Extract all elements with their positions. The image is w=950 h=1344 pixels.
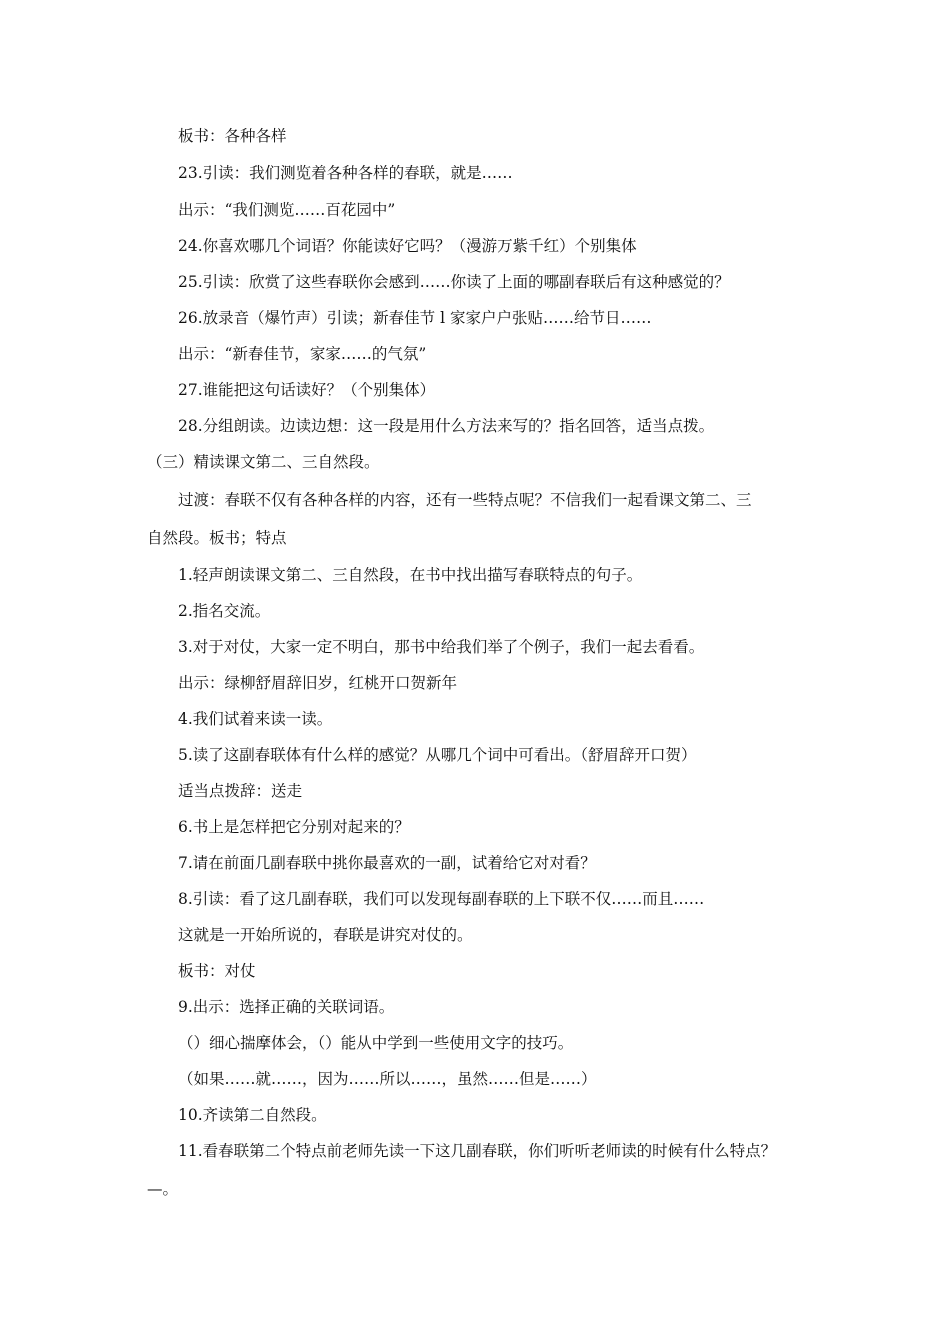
text-line: 28.分组朗读。边读边想：这一段是用什么方法来写的？指名回答，适当点拨。 — [178, 417, 715, 435]
text-line: 2.指名交流。 — [178, 602, 271, 620]
text-line: 9.出示：选择正确的关联词语。 — [178, 998, 395, 1016]
text-line: （）细心揣摩体会，（）能从中学到一些使用文字的技巧。 — [178, 1034, 574, 1052]
text-line: 过渡：春联不仅有各种各样的内容，还有一些特点呢？不信我们一起看课文第二、三 — [178, 491, 752, 509]
text-line: 24.你喜欢哪几个词语？你能读好它吗？（漫游万紫千红）个别集体 — [178, 237, 637, 255]
text-line: 10.齐读第二自然段。 — [178, 1106, 327, 1124]
text-line: 出示：“我们测览……百花园中” — [178, 201, 396, 219]
text-line: 25.引读：欣赏了这些春联你会感到……你读了上面的哪副春联后有这种感觉的？ — [178, 273, 730, 291]
text-line: 出示：绿柳舒眉辞旧岁，红桃开口贺新年 — [178, 674, 458, 692]
section-heading: （三）精读课文第二、三自然段。 — [147, 453, 380, 471]
text-line: 4.我们试着来读一读。 — [178, 710, 333, 728]
text-line: 适当点拨辞：送走 — [178, 782, 303, 800]
text-line: 26.放录音（爆竹声）引读；新春佳节 l 家家户户张贴……给节日…… — [178, 309, 652, 327]
text-line: 11.看春联第二个特点前老师先读一下这几副春联，你们听听老师读的时候有什么特点？ — [178, 1142, 777, 1160]
text-line: 出示：“新春佳节，家家……的气氛” — [178, 345, 427, 363]
text-line: 23.引读：我们测览着各种各样的春联，就是…… — [178, 164, 513, 182]
text-line: 8.引读：看了这几副春联，我们可以发现每副春联的上下联不仅……而且…… — [178, 890, 705, 908]
text-line: 27.谁能把这句话读好？（个别集体） — [178, 381, 436, 399]
text-line: 1.轻声朗读课文第二、三自然段，在书中找出描写春联特点的句子。 — [178, 566, 643, 584]
text-line: 自然段。板书；特点 — [147, 529, 287, 547]
text-line: 3.对于对仗，大家一定不明白，那书中给我们举了个例子，我们一起去看看。 — [178, 638, 705, 656]
text-line: 7.请在前面几副春联中挑你最喜欢的一副，试着给它对对看？ — [178, 854, 596, 872]
text-line: （如果……就……，因为……所以……，虽然……但是……） — [178, 1070, 597, 1088]
text-line: —。 — [147, 1180, 179, 1198]
text-line: 5.读了这副春联体有什么样的感觉？从哪几个词中可看出。（舒眉辞开口贺） — [178, 746, 697, 764]
text-line: 这就是一开始所说的，春联是讲究对仗的。 — [178, 926, 473, 944]
text-line: 板书：对仗 — [178, 962, 256, 980]
text-line: 板书：各种各样 — [178, 127, 287, 145]
text-line: 6.书上是怎样把它分别对起来的？ — [178, 818, 410, 836]
